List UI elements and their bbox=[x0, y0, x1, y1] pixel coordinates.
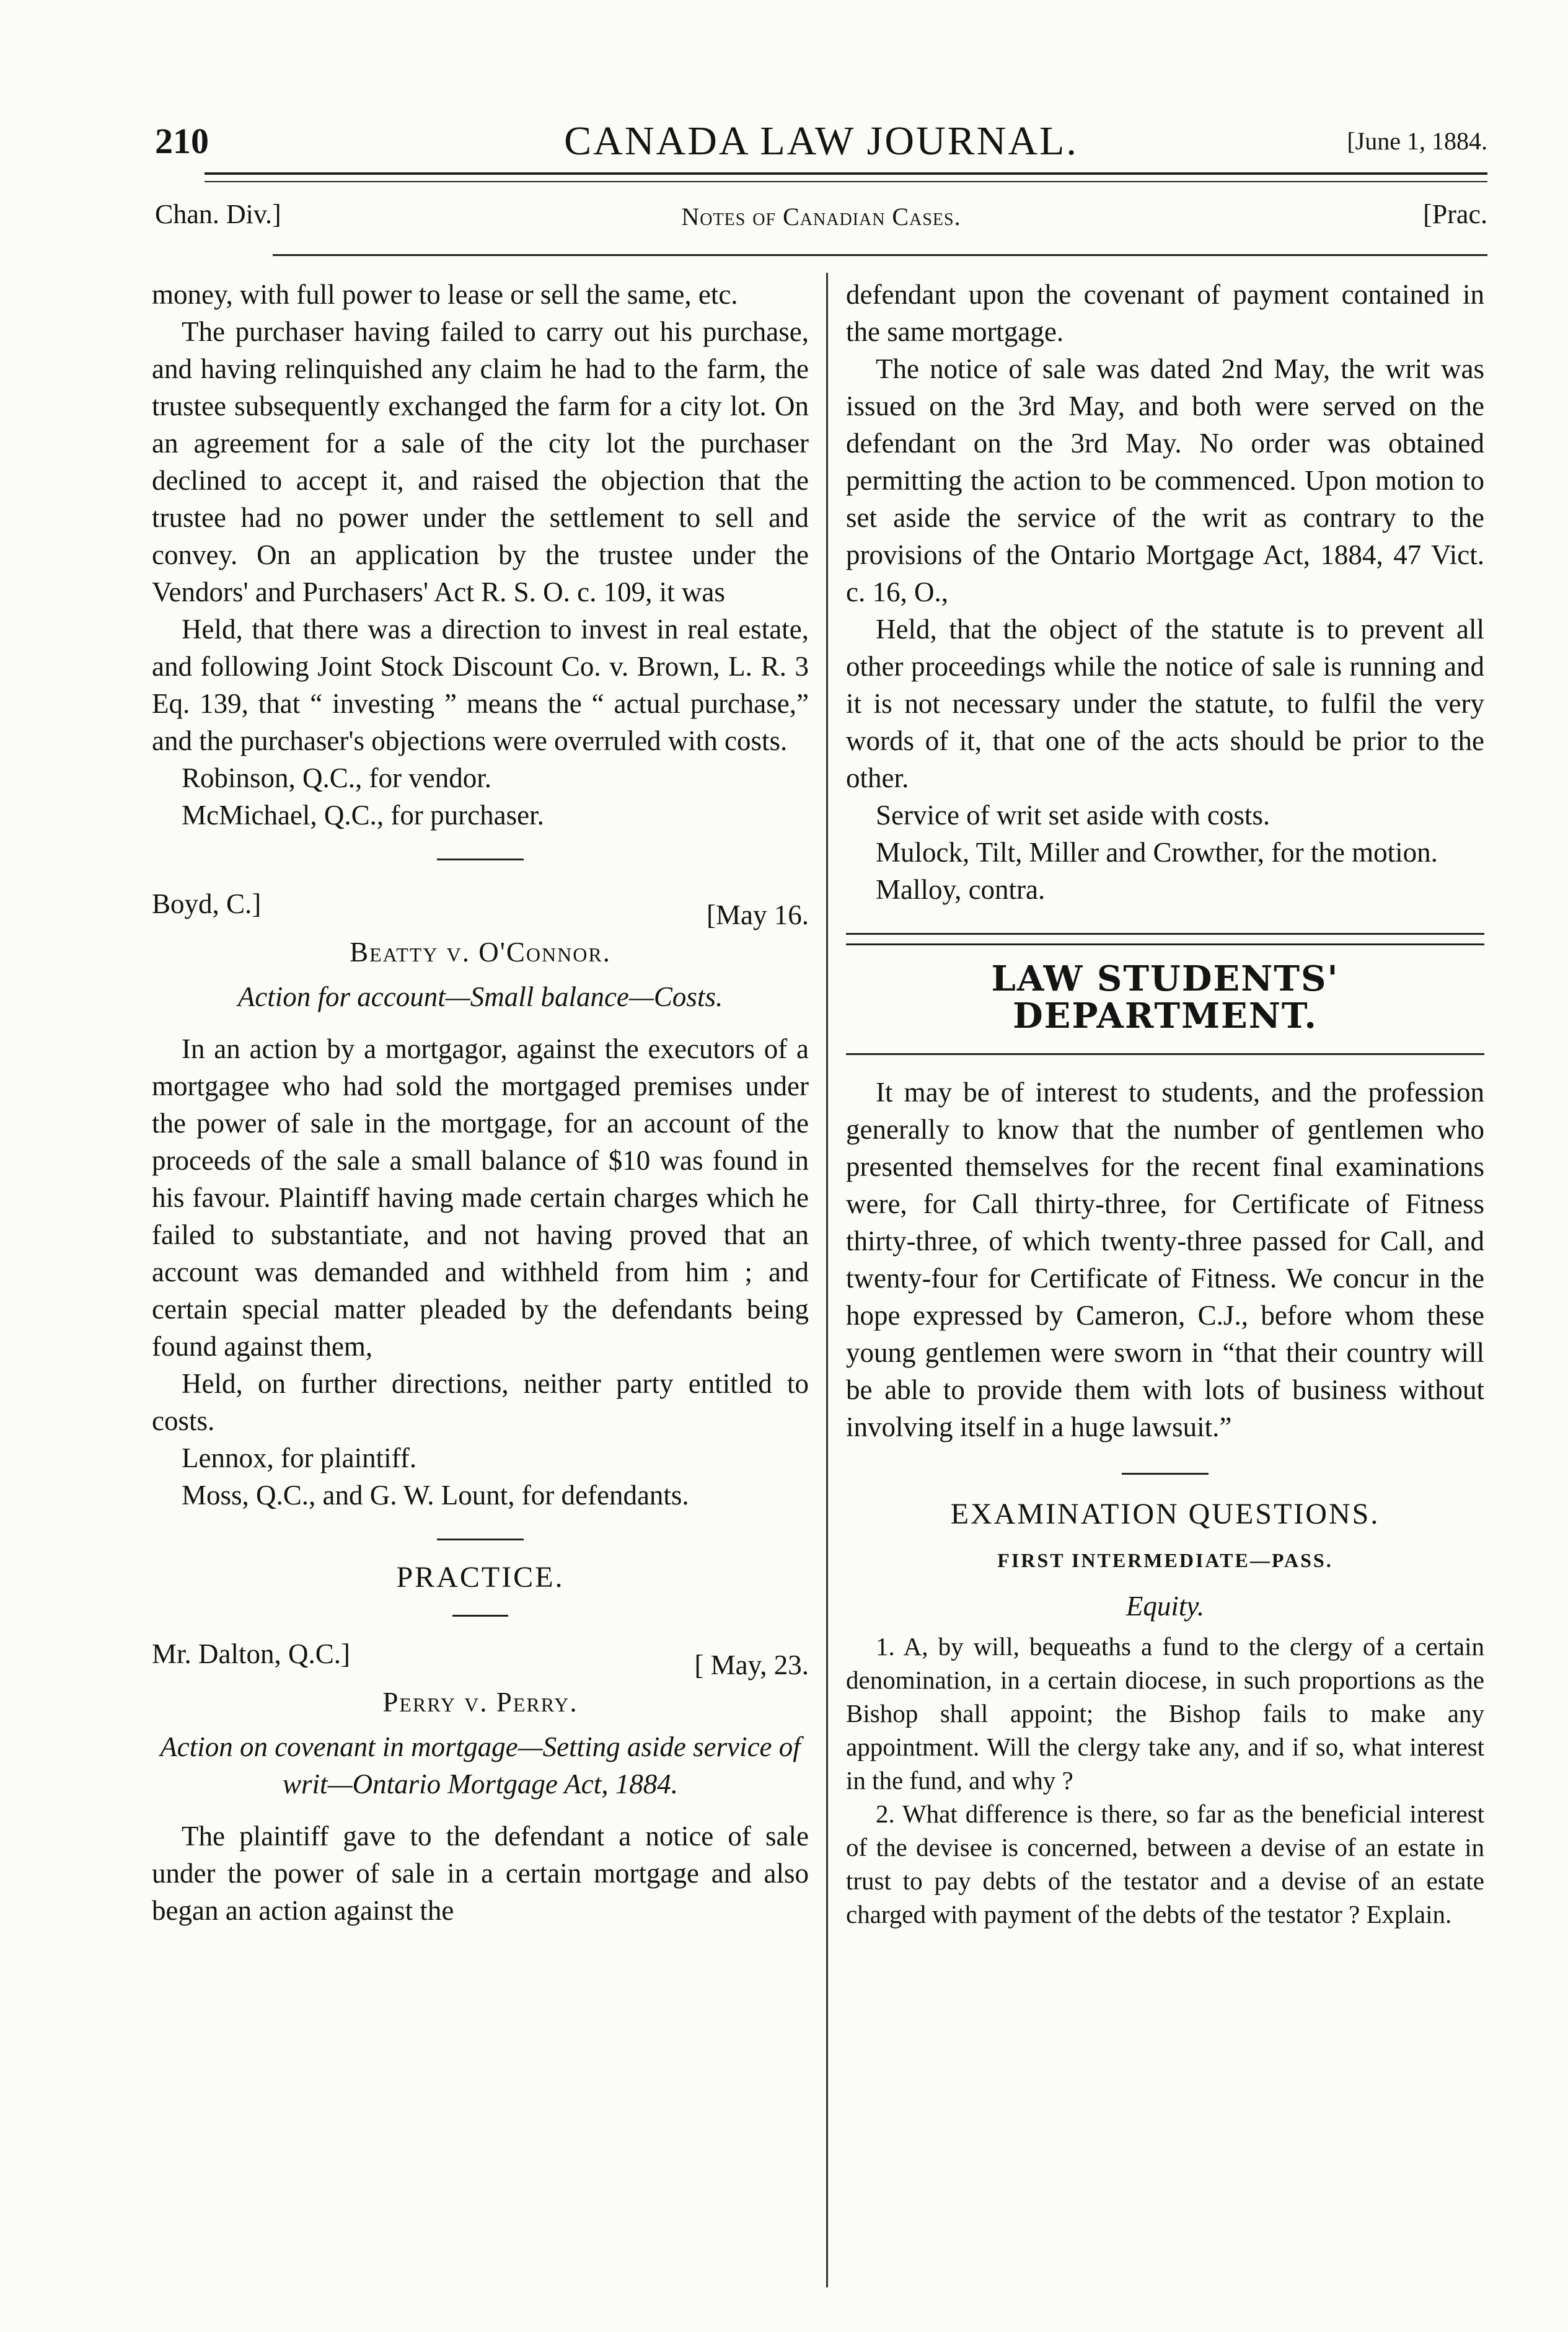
section-rule bbox=[846, 1053, 1484, 1055]
case-title: Beatty v. O'Connor. bbox=[350, 937, 611, 968]
judge-label: Boyd, C.] bbox=[152, 888, 262, 919]
spacer bbox=[152, 1015, 809, 1030]
counsel-line: Robinson, Q.C., for vendor. bbox=[182, 762, 491, 793]
counsel-line: Malloy, contra. bbox=[876, 874, 1046, 905]
right-column bbox=[846, 276, 1484, 1931]
practice-heading: PRACTICE. bbox=[396, 1561, 565, 1594]
case-separator bbox=[437, 859, 524, 860]
page-number: 210 bbox=[155, 121, 209, 161]
subhead-rule bbox=[273, 254, 1487, 256]
holding-paragraph: Held, that there was a direction to invest in real estate, and following Joint Stock Discount Co. v. Brown, L. R. 3 Eq. 139, that “ investing ” means the “ actual purchase,” and the purchaser's objections were overruled with costs. bbox=[152, 614, 809, 756]
counsel-line: McMichael, Q.C., for purchaser. bbox=[182, 800, 544, 831]
section-title: LAW STUDENTS' DEPARTMENT. bbox=[991, 958, 1339, 1036]
issue-date: [June 1, 1884. bbox=[1347, 127, 1487, 155]
header-rule-top bbox=[205, 172, 1487, 175]
holding-paragraph: Held, on further directions, neither party entitled to costs. bbox=[152, 1368, 809, 1436]
journal-title: CANADA LAW JOURNAL. bbox=[564, 118, 1078, 164]
section-head bbox=[155, 198, 1487, 236]
judge-label: Mr. Dalton, Q.C.] bbox=[152, 1638, 350, 1669]
exam-heading: EXAMINATION QUESTIONS. bbox=[950, 1498, 1380, 1530]
paragraph: The notice of sale was dated 2nd May, the writ was issued on the 3rd May, and both were served on the defendant on the 3rd May. No order was obtained permitting the action to be commenced. Upon motion to set aside the service of the writ as contrary to the provisions of the Ontario Mortgage Act, 1884, 47 Vict. c. 16, O., bbox=[846, 353, 1484, 607]
section-label: Notes of Canadian Cases. bbox=[681, 203, 961, 231]
exam-question: 1. A, by will, bequeaths a fund to the clergy of a certain denomination, in a certain diocese, in such proportions as the Bishop shall appoint; the Bishop fails to make any appointment. Will the clergy take any, and if so, what interest in the fund, and why ? bbox=[846, 1632, 1484, 1795]
exam-question: 2. What difference is there, so far as the beneficial interest of the devisee is concerned, between a devise of an estate in trust to pay debts of the testator and a devise of an estate charged with payment of the debts of the testator ? Explain. bbox=[846, 1800, 1484, 1928]
case-subject: Action on covenant in mortgage—Setting aside service of writ—Ontario Mortgage Act, 1884. bbox=[160, 1731, 801, 1800]
case-date: [ May, 23. bbox=[694, 1650, 809, 1681]
counsel-line: Moss, Q.C., and G. W. Lount, for defendants. bbox=[182, 1480, 689, 1511]
left-column bbox=[152, 276, 809, 1929]
court-label: Chan. Div.] bbox=[155, 199, 281, 229]
case-date: [May 16. bbox=[707, 899, 809, 930]
paragraph: defendant upon the covenant of payment contained in the same mortgage. bbox=[846, 279, 1484, 347]
holding-paragraph: Held, that the object of the statute is to prevent all other proceedings while the notice of sale is running and it is not necessary under the statute, to fulfil the very words of it, that one of the acts should be prior to the other. bbox=[846, 614, 1484, 793]
paragraph: The plaintiff gave to the defendant a notice of sale under the power of sale in a certain mortgage and also began an action against the bbox=[152, 1821, 809, 1926]
running-head bbox=[155, 118, 1487, 167]
spacer bbox=[152, 1803, 809, 1817]
counsel-line: Mulock, Tilt, Miller and Crowther, for the motion. bbox=[876, 837, 1438, 868]
section-separator bbox=[1122, 1473, 1209, 1475]
counsel-line: Lennox, for plaintiff. bbox=[182, 1442, 417, 1473]
heading-rule bbox=[452, 1615, 508, 1617]
case-separator bbox=[437, 1539, 524, 1540]
case-title: Perry v. Perry. bbox=[382, 1687, 578, 1718]
case-subject: Action for account—Small balance—Costs. bbox=[237, 981, 723, 1012]
paragraph: In an action by a mortgagor, against the executors of a mortgagee who had sold the mortgaged premises under the power of sale in the mortgage, for an account of the proceeds of the sale a small balance of $10 was found in his favour. Plaintiff having made certain charges which he failed to substantiate, and not having proved that an account was demanded and withheld from him ; and certain special matter pleaded by the defendants being found against them, bbox=[152, 1033, 809, 1362]
case-header bbox=[152, 1635, 809, 1681]
column-divider bbox=[826, 273, 828, 2287]
exam-subheading: FIRST INTERMEDIATE—PASS. bbox=[997, 1549, 1333, 1571]
case-header bbox=[152, 885, 809, 930]
paragraph: It may be of interest to students, and the profession generally to know that the number of gentlemen who presented themselves for the recent final examinations were, for Call thirty-three, for Certificate of Fitness thirty-three, of which twenty-three passed for Call, and twenty-four for Certificate of Fitness. We concur in the hope expressed by Cameron, C.J., before whom these young gentlemen were sworn in “that their country will be able to provide them with lots of business without involving itself in a huge lawsuit.” bbox=[846, 1077, 1484, 1442]
header-rule-bottom bbox=[205, 181, 1487, 182]
exam-topic: Equity. bbox=[1125, 1591, 1205, 1622]
section-right-label: [Prac. bbox=[1423, 199, 1487, 229]
disposition-line: Service of writ set aside with costs. bbox=[876, 800, 1271, 831]
paragraph: money, with full power to lease or sell the same, etc. bbox=[152, 279, 738, 310]
section-double-rule bbox=[846, 933, 1484, 945]
paragraph: The purchaser having failed to carry out his purchase, and having relinquished any claim he had to the farm, the trustee subsequently exchanged the farm for a city lot. On an agreement for a sale of the city lot the purchaser declined to accept it, and raised the objection that the trustee had no power under the settlement to sell and convey. On an application by the trustee under the Vendors' and Purchasers' Act R. S. O. c. 109, it was bbox=[152, 316, 809, 607]
